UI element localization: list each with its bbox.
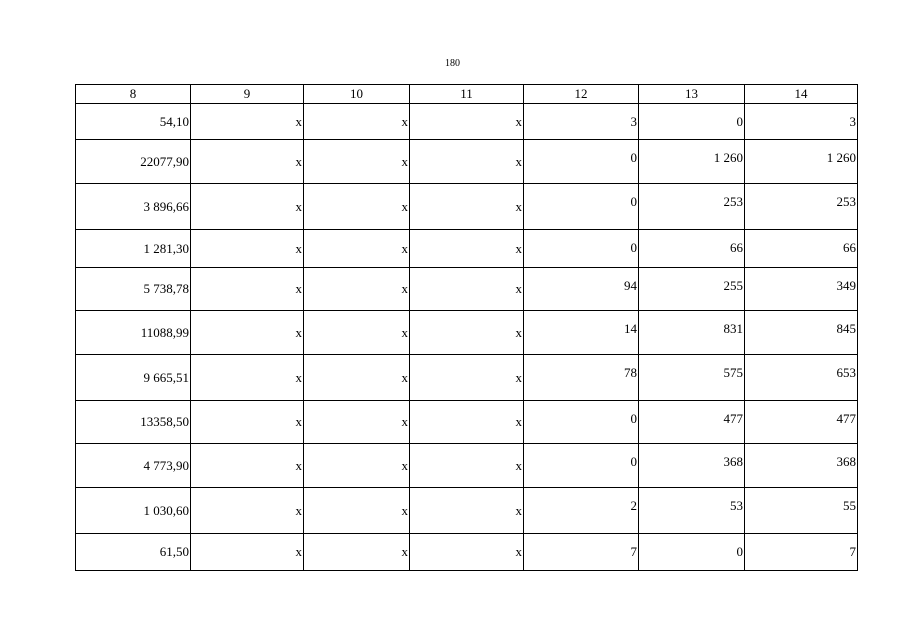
table-header-row	[76, 85, 858, 104]
table-cell: x	[410, 268, 524, 311]
table-cell: 1 260	[745, 140, 858, 184]
column-header: 13	[639, 85, 745, 104]
table-cell: 1 030,60	[76, 488, 191, 534]
column-header: 11	[410, 85, 524, 104]
table-cell: 55	[745, 488, 858, 534]
table-cell: x	[304, 140, 410, 184]
table-cell: x	[191, 444, 304, 488]
table-row	[76, 488, 858, 534]
table-cell: 7	[524, 534, 639, 571]
table-cell: 66	[745, 230, 858, 268]
data-table	[75, 84, 858, 571]
column-header: 9	[191, 85, 304, 104]
table-cell: x	[410, 534, 524, 571]
table-cell: 0	[524, 230, 639, 268]
table-row	[76, 140, 858, 184]
table-cell: 94	[524, 268, 639, 311]
table-cell: x	[191, 184, 304, 230]
table-cell: x	[304, 311, 410, 355]
table-row	[76, 534, 858, 571]
table-cell: x	[410, 311, 524, 355]
table-cell: x	[410, 104, 524, 140]
column-header: 12	[524, 85, 639, 104]
table-cell: 78	[524, 355, 639, 401]
table-cell: x	[410, 401, 524, 444]
table-cell: 54,10	[76, 104, 191, 140]
table-cell: x	[410, 230, 524, 268]
table-cell: 253	[745, 184, 858, 230]
table-row	[76, 230, 858, 268]
table-cell: 0	[524, 140, 639, 184]
table-cell: 255	[639, 268, 745, 311]
table-cell: 0	[639, 534, 745, 571]
table-cell: 3	[524, 104, 639, 140]
table-cell: x	[191, 488, 304, 534]
table-cell: 0	[639, 104, 745, 140]
table-cell: 0	[524, 184, 639, 230]
table-cell: 5 738,78	[76, 268, 191, 311]
table-row	[76, 268, 858, 311]
column-header: 8	[76, 85, 191, 104]
table-cell: 477	[639, 401, 745, 444]
table-cell: 253	[639, 184, 745, 230]
table-cell: x	[304, 488, 410, 534]
column-header: 14	[745, 85, 858, 104]
table-cell: 368	[639, 444, 745, 488]
table-cell: x	[304, 184, 410, 230]
table-cell: 61,50	[76, 534, 191, 571]
table-cell: 1 260	[639, 140, 745, 184]
table-row	[76, 104, 858, 140]
table-cell: x	[410, 355, 524, 401]
table-cell: x	[304, 355, 410, 401]
page-number: 180	[445, 58, 460, 69]
table-cell: x	[191, 355, 304, 401]
table-cell: 7	[745, 534, 858, 571]
table-cell: 66	[639, 230, 745, 268]
table-cell: x	[410, 488, 524, 534]
table-cell: 2	[524, 488, 639, 534]
table-cell: x	[191, 311, 304, 355]
table-cell: x	[410, 444, 524, 488]
table-cell: 53	[639, 488, 745, 534]
table-cell: x	[304, 230, 410, 268]
table-row	[76, 184, 858, 230]
table-cell: 22077,90	[76, 140, 191, 184]
table-cell: 575	[639, 355, 745, 401]
table-cell: x	[191, 401, 304, 444]
table-cell: x	[304, 444, 410, 488]
table-cell: 13358,50	[76, 401, 191, 444]
table-cell: 0	[524, 401, 639, 444]
table-cell: 368	[745, 444, 858, 488]
table-row	[76, 401, 858, 444]
table-row	[76, 444, 858, 488]
table-cell: 349	[745, 268, 858, 311]
table-cell: x	[410, 140, 524, 184]
table-cell: 831	[639, 311, 745, 355]
table-cell: x	[410, 184, 524, 230]
table-row	[76, 311, 858, 355]
table-cell: 0	[524, 444, 639, 488]
table-cell: 3	[745, 104, 858, 140]
table-cell: 4 773,90	[76, 444, 191, 488]
table-cell: x	[191, 268, 304, 311]
table-cell: x	[304, 534, 410, 571]
table-cell: 845	[745, 311, 858, 355]
column-header: 10	[304, 85, 410, 104]
table-cell: 1 281,30	[76, 230, 191, 268]
table-cell: 11088,99	[76, 311, 191, 355]
table-cell: x	[191, 534, 304, 571]
table-cell: x	[304, 268, 410, 311]
table-cell: x	[304, 401, 410, 444]
table-row	[76, 355, 858, 401]
table-cell: 477	[745, 401, 858, 444]
table-cell: x	[191, 140, 304, 184]
table-cell: x	[191, 104, 304, 140]
table-cell: 653	[745, 355, 858, 401]
table-cell: x	[191, 230, 304, 268]
table-cell: 9 665,51	[76, 355, 191, 401]
table-cell: x	[304, 104, 410, 140]
table-cell: 14	[524, 311, 639, 355]
table-cell: 3 896,66	[76, 184, 191, 230]
